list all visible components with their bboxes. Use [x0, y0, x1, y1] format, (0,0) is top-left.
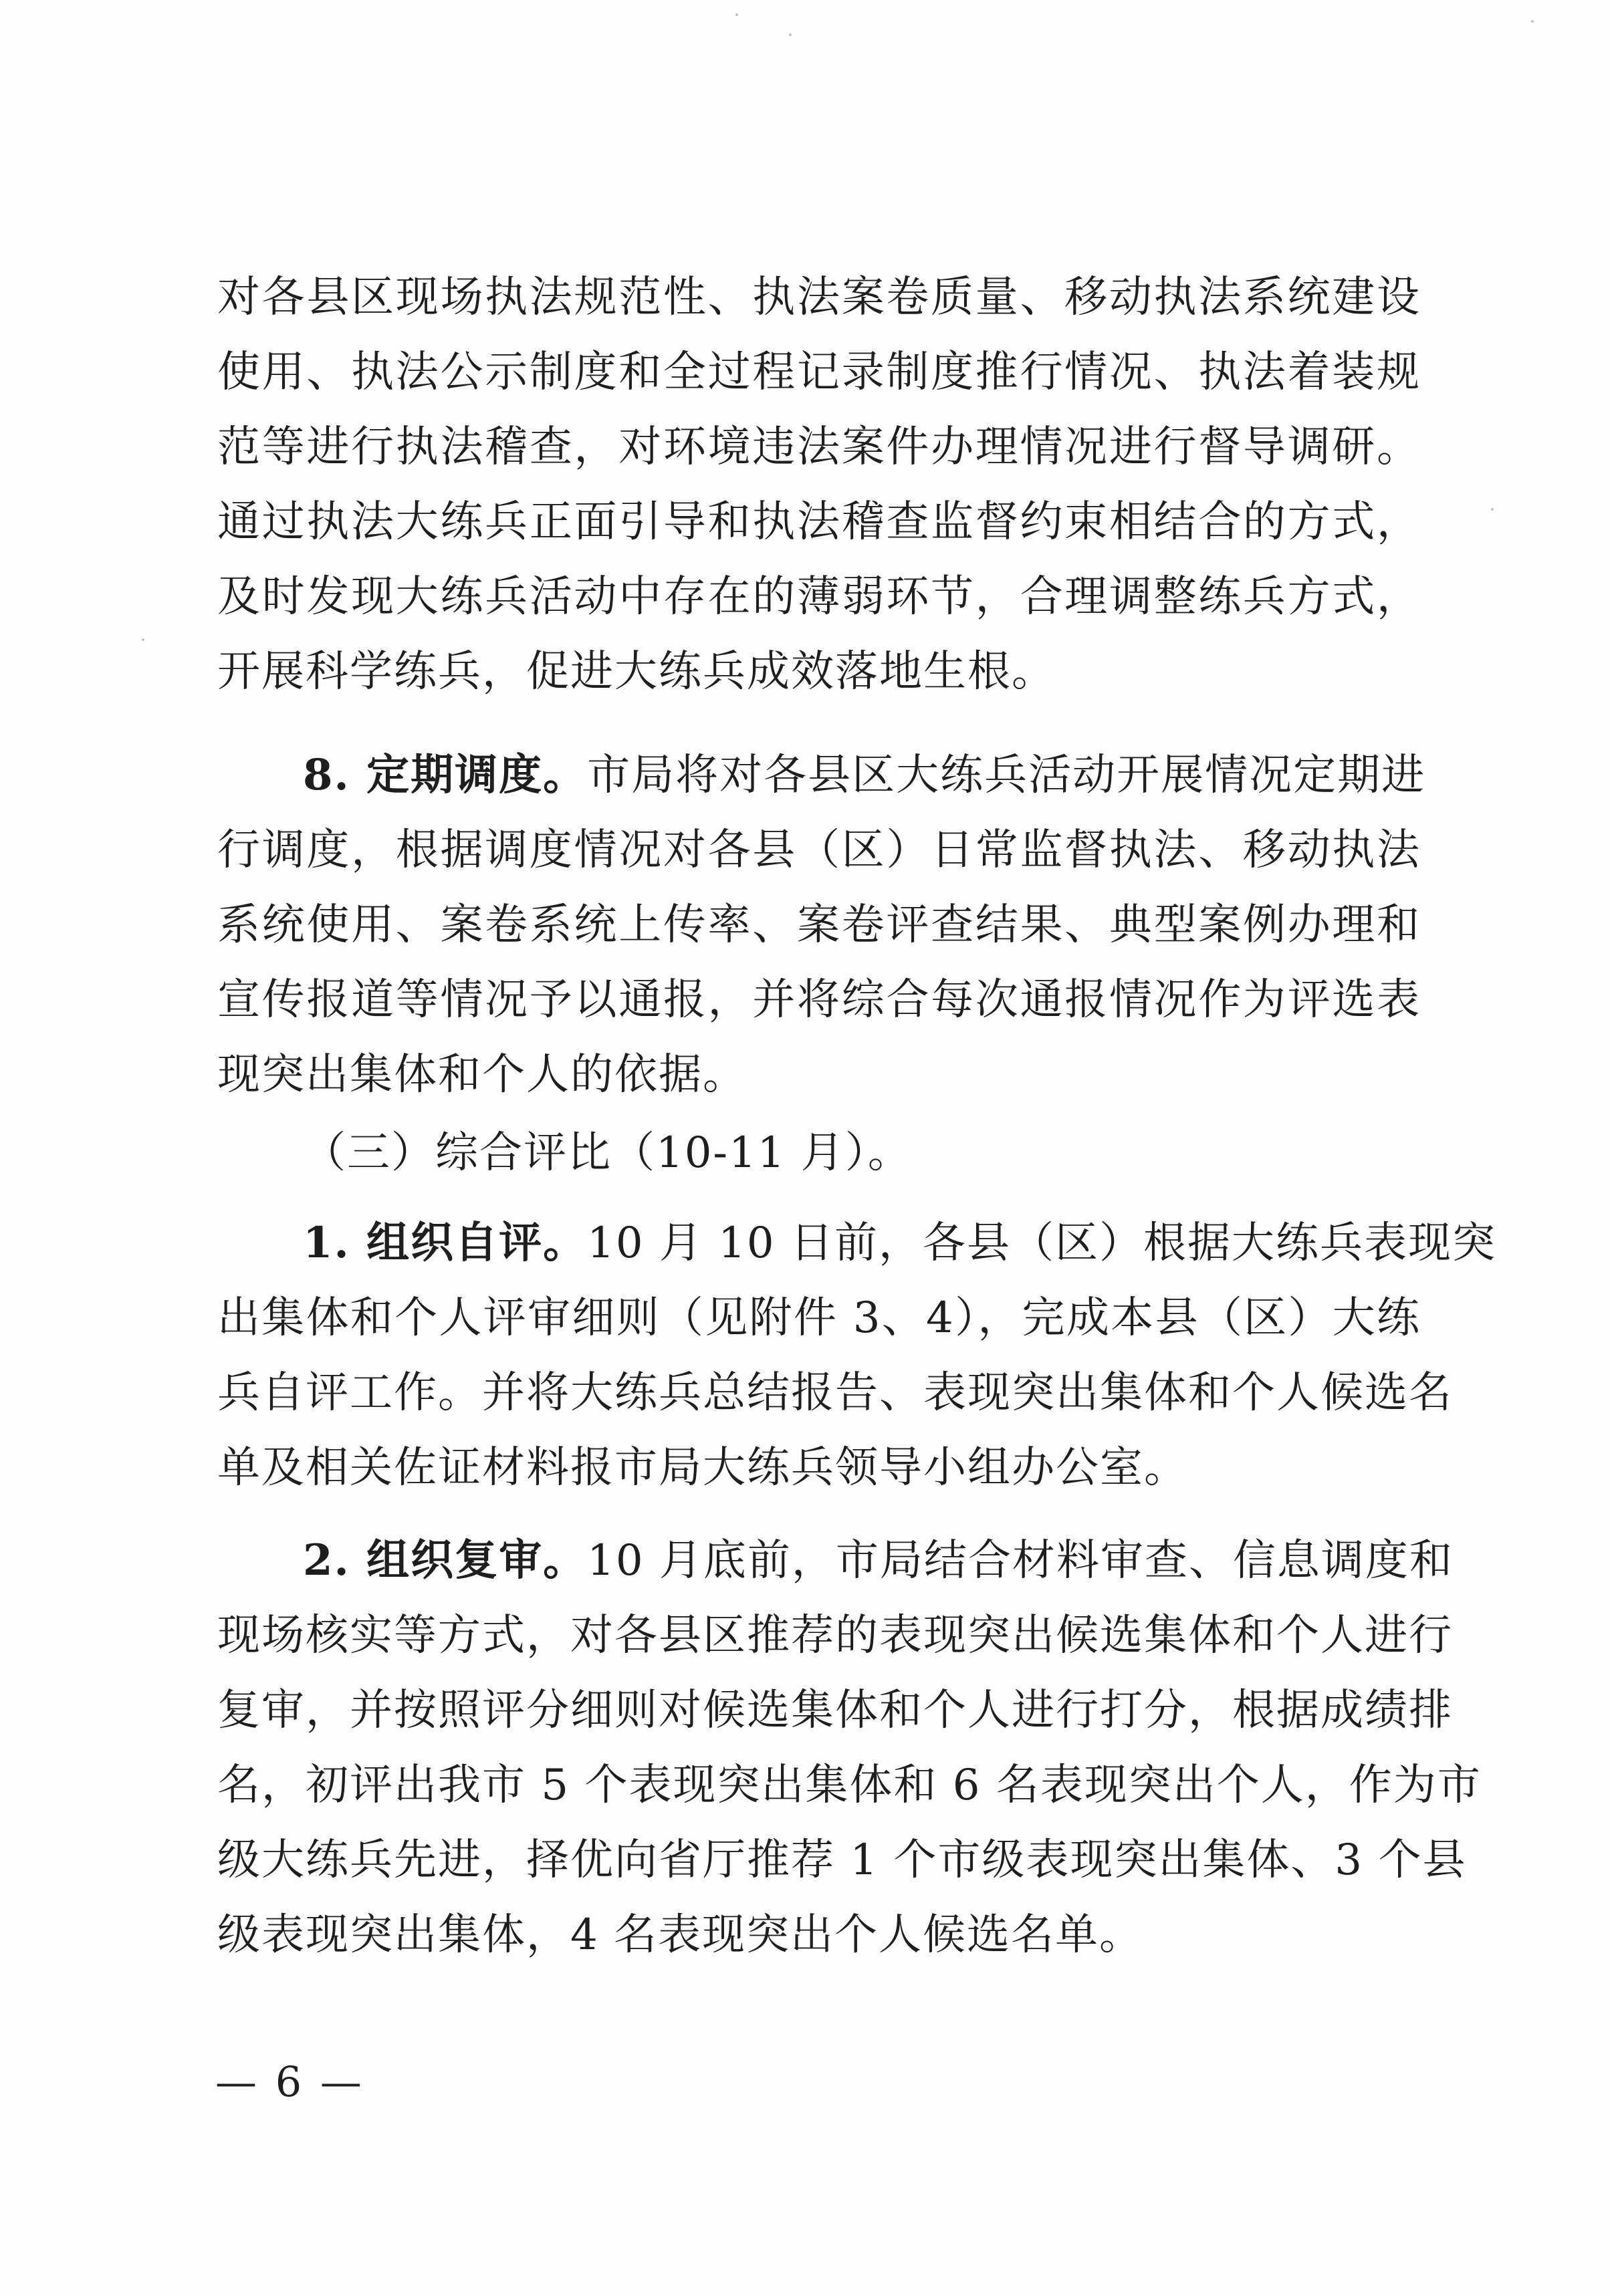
- text-line-11: 现突出集体和个人的依据。: [217, 1050, 747, 1100]
- heading-review: 2. 组织复审。: [303, 1535, 588, 1585]
- scan-speck: [1531, 20, 1534, 23]
- text-line-16: 单及相关佐证材料报市局大练兵领导小组办公室。: [217, 1443, 1188, 1493]
- text-line-6: 开展科学练兵，促进大练兵成效落地生根。: [217, 647, 1056, 696]
- text-line-7: [303, 745, 1426, 812]
- text-line-10: 宣传报道等情况予以通报，并将综合每次通报情况作为评选表: [217, 975, 1421, 1025]
- text-line-1: 对各县区现场执法规范性、执法案卷质量、移动执法系统建设: [217, 273, 1421, 322]
- heading-periodic-dispatch: 8. 定期调度。: [303, 750, 588, 800]
- text-line-8: 行调度，根据调度情况对各县（区）日常监督执法、移动执法: [217, 825, 1421, 875]
- scan-speck: [789, 33, 792, 36]
- text-line-14: 出集体和个人评审细则（见附件 3、4），完成本县（区）大练: [217, 1293, 1421, 1343]
- text-line-3: 范等进行执法稽查，对环境违法案件办理情况进行督导调研。: [217, 422, 1421, 472]
- section-heading-3: （三）综合评比（10-11 月）。: [303, 1128, 912, 1178]
- text-line-13: [303, 1213, 1496, 1280]
- text-line-13-body: 10 月 10 日前，各县（区）根据大练兵表现突: [587, 1219, 1496, 1268]
- scan-speck: [142, 638, 144, 641]
- text-line-2: 使用、执法公示制度和全过程记录制度推行情况、执法着装规: [217, 348, 1421, 397]
- text-line-17-body: 10 月底前，市局结合材料审查、信息调度和: [587, 1536, 1454, 1585]
- text-line-20: 名，初评出我市 5 个表现突出集体和 6 名表现突出个人，作为市: [217, 1761, 1482, 1810]
- text-line-17: [303, 1531, 1454, 1598]
- text-line-18: 现场核实等方式，对各县区推荐的表现突出候选集体和个人进行: [217, 1611, 1453, 1660]
- heading-self-evaluation: 1. 组织自评。: [303, 1218, 588, 1268]
- scan-speck: [735, 13, 738, 16]
- text-line-21: 级大练兵先进，择优向省厅推荐 1 个市级表现突出集体、3 个县: [217, 1835, 1467, 1885]
- text-line-7-body: 市局将对各县区大练兵活动开展情况定期进: [587, 751, 1426, 800]
- page-number: — 6 —: [215, 2057, 364, 2106]
- text-line-22: 级表现突出集体，4 名表现突出个人候选名单。: [217, 1910, 1144, 1960]
- text-line-9: 系统使用、案卷系统上传率、案卷评查结果、典型案例办理和: [217, 900, 1421, 950]
- text-line-15: 兵自评工作。并将大练兵总结报告、表现突出集体和个人候选名: [217, 1368, 1453, 1418]
- text-line-4: 通过执法大练兵正面引导和执法稽查监督约束相结合的方式，: [217, 497, 1421, 547]
- scan-speck: [1491, 508, 1494, 511]
- text-line-19: 复审，并按照评分细则对候选集体和个人进行打分，根据成绩排: [217, 1686, 1453, 1735]
- text-line-5: 及时发现大练兵活动中存在的薄弱环节，合理调整练兵方式，: [217, 572, 1421, 622]
